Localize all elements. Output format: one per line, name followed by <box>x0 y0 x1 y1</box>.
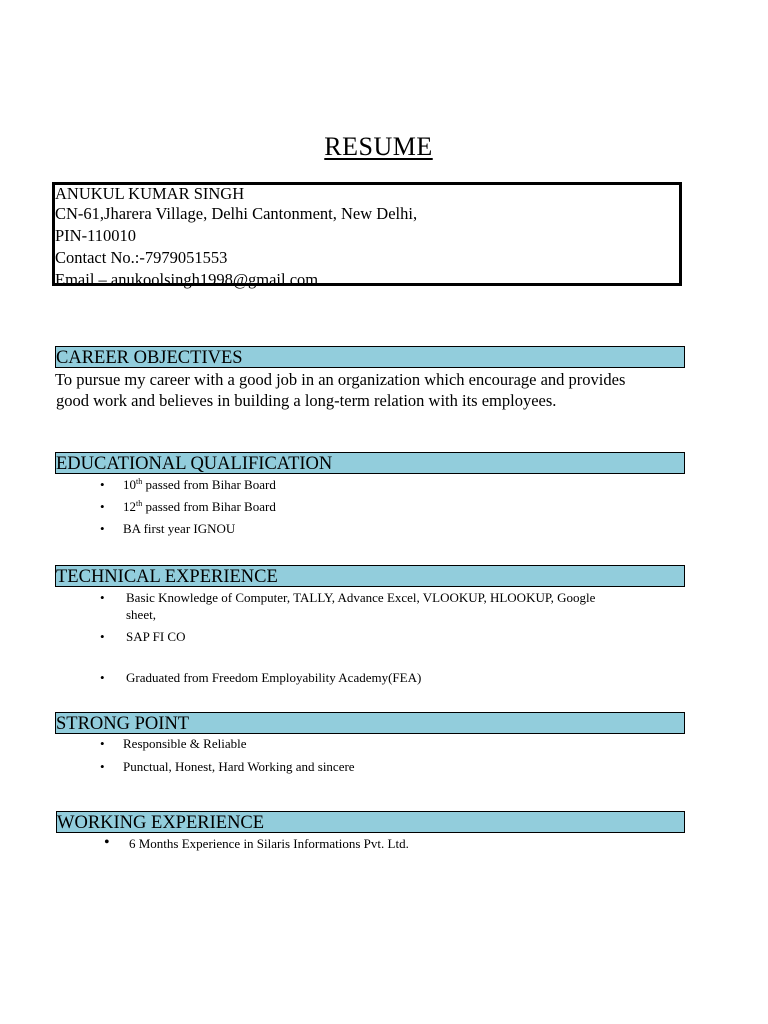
working-experience-heading: WORKING EXPERIENCE <box>56 811 685 833</box>
bullet-icon: • <box>100 629 105 644</box>
technical-item-computer-knowledge-line-2: sheet, <box>126 607 156 622</box>
contact-email: Email – anukoolsingh1998@gmail.com <box>55 270 319 289</box>
technical-item-fea: Graduated from Freedom Employability Academy(FEA) <box>126 670 422 685</box>
bullet-icon: • <box>100 736 105 751</box>
contact-phone: Contact No.:-7979051553 <box>55 248 228 267</box>
technical-experience-heading: TECHNICAL EXPERIENCE <box>55 565 685 587</box>
career-objective-line-1: To pursue my career with a good job in an organization which encourage and provides <box>55 370 626 389</box>
technical-item-computer-knowledge-line-1: Basic Knowledge of Computer, TALLY, Advance Excel, VLOOKUP, HLOOKUP, Google <box>126 590 596 605</box>
career-objectives-heading: CAREER OBJECTIVES <box>55 346 685 368</box>
contact-name: ANUKUL KUMAR SINGH <box>55 184 245 203</box>
bullet-icon: • <box>100 590 105 605</box>
strong-point-item: Responsible & Reliable <box>123 736 247 751</box>
career-objective-line-2: good work and believes in building a long-term relation with its employees. <box>56 391 557 410</box>
contact-address: CN-61,Jharera Village, Delhi Cantonment, New Delhi, <box>55 204 418 223</box>
bullet-icon: • <box>100 759 105 774</box>
bullet-icon: • <box>100 477 105 492</box>
bullet-icon: • <box>100 499 105 514</box>
contact-pin: PIN-110010 <box>55 226 136 245</box>
strong-point-heading: STRONG POINT <box>55 712 685 734</box>
education-item-ba: BA first year IGNOU <box>123 521 236 536</box>
page-title: RESUME <box>324 132 433 161</box>
educational-qualification-heading: EDUCATIONAL QUALIFICATION <box>55 452 685 474</box>
working-experience-item: 6 Months Experience in Silaris Informations Pvt. Ltd. <box>129 836 409 851</box>
bullet-icon: • <box>100 670 105 685</box>
education-item-12th: 12th passed from Bihar Board <box>123 499 276 514</box>
strong-point-item: Punctual, Honest, Hard Working and sincere <box>123 759 355 774</box>
bullet-icon: • <box>100 521 105 536</box>
bullet-icon: • <box>104 834 110 851</box>
education-item-10th: 10th passed from Bihar Board <box>123 477 276 492</box>
technical-item-sap: SAP FI CO <box>126 629 186 644</box>
